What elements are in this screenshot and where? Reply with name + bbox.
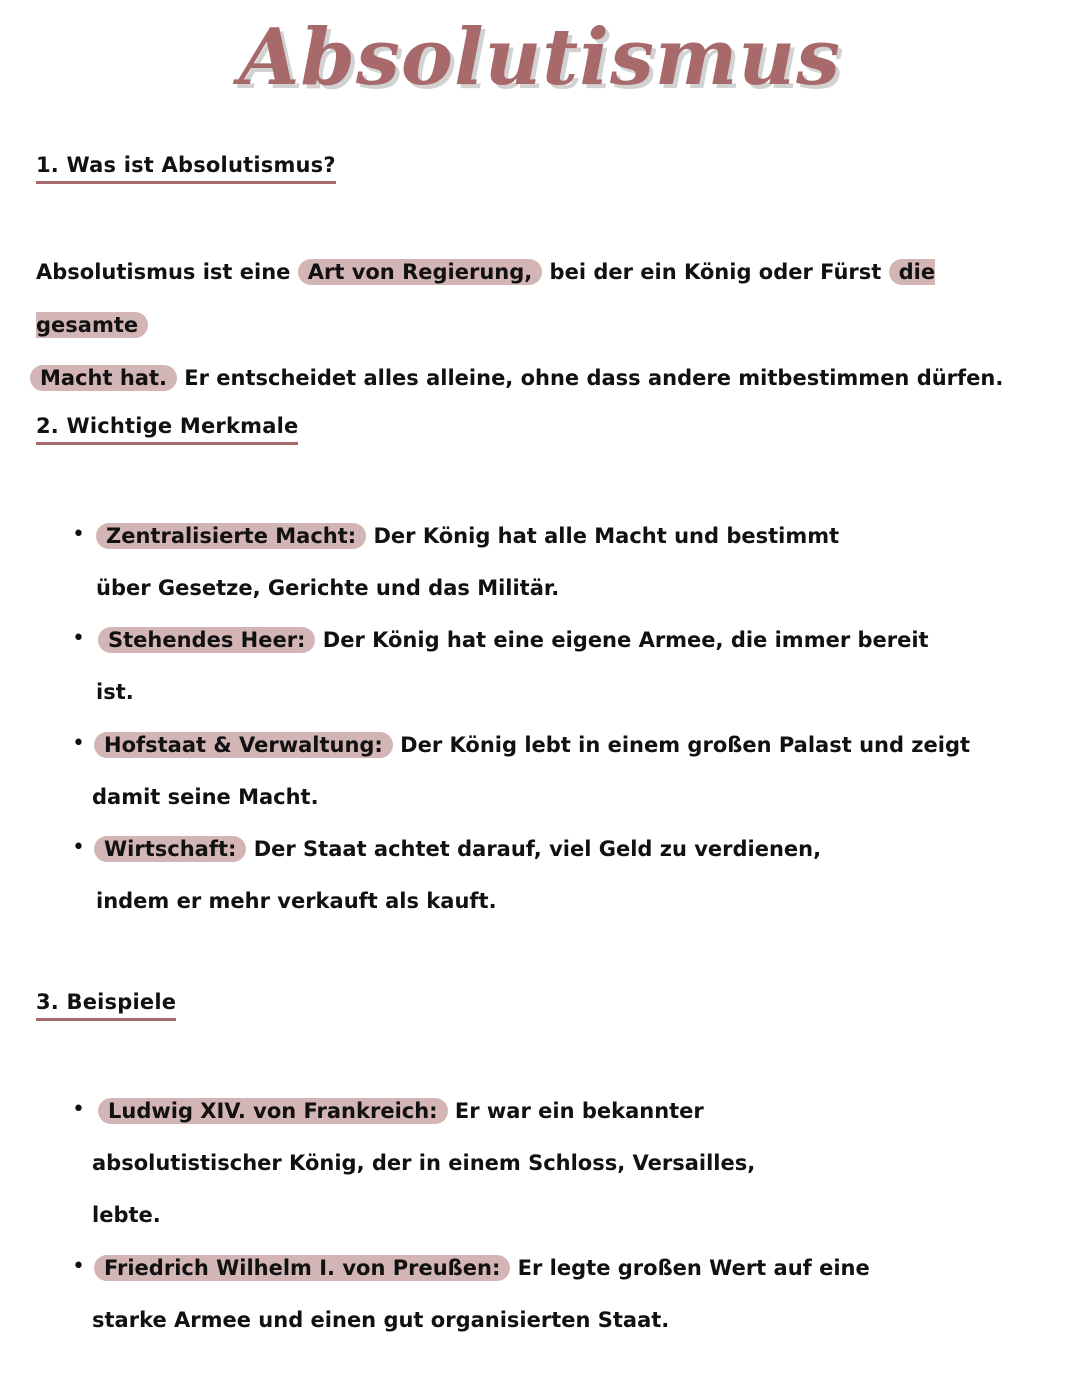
bullet-icon: •	[72, 835, 85, 860]
section-heading-3: 3. Beispiele	[36, 990, 176, 1021]
list-item-text: Der Staat achtet darauf, viel Geld zu verdienen,	[246, 837, 822, 861]
list-item-line-2: absolutistischer König, der in einem Schloss, Versailles,	[92, 1151, 756, 1175]
list-item-line-1	[98, 1085, 704, 1138]
section-heading-1: 1. Was ist Absolutismus?	[36, 153, 336, 184]
bullet-icon: •	[72, 522, 85, 547]
definition-paragraph	[36, 246, 1046, 405]
highlight-term: Wirtschaft:	[94, 836, 246, 862]
list-item-line-2: über Gesetze, Gerichte und das Militär.	[96, 576, 560, 600]
bullet-icon: •	[72, 1254, 85, 1279]
section-heading-2: 2. Wichtige Merkmale	[36, 414, 298, 445]
bullet-icon: •	[72, 1097, 85, 1122]
definition-line-2	[30, 352, 1046, 405]
definition-text: Er entscheidet alles alleine, ohne dass andere mitbestimmen dürfen.	[176, 366, 1004, 390]
page-title: Absolutismus	[238, 12, 842, 103]
list-item-line-1	[96, 510, 839, 563]
highlight-term: die gesamte	[36, 260, 936, 337]
definition-text: Absolutismus ist eine	[36, 260, 298, 284]
highlight-term: Ludwig XIV. von Frankreich:	[98, 1098, 448, 1124]
list-item-text: Der König lebt in einem großen Palast und zeigt	[392, 733, 971, 757]
bullet-icon: •	[72, 626, 85, 651]
highlight-term: Zentralisierte Macht:	[96, 523, 366, 549]
definition-line-1	[36, 246, 1046, 352]
highlight-term: Stehendes Heer:	[98, 627, 315, 653]
definition-text: bei der ein König oder Fürst	[542, 260, 889, 284]
bullet-icon: •	[72, 731, 85, 756]
list-item-line-1	[98, 614, 929, 667]
list-item-line-1	[94, 1242, 870, 1295]
list-item-line-2: damit seine Macht.	[92, 785, 319, 809]
list-item-text: Der König hat alle Macht und bestimmt	[366, 524, 840, 548]
highlight-term: Macht hat.	[30, 365, 177, 391]
list-item-line-1	[94, 823, 821, 876]
list-item-line-2: starke Armee und einen gut organisierten Staat.	[92, 1308, 670, 1332]
list-item-text: Der König hat eine eigene Armee, die immer bereit	[315, 628, 929, 652]
list-item-line-2: ist.	[96, 680, 134, 704]
list-item-text: Er war ein bekannter	[447, 1099, 704, 1123]
list-item-text: Er legte großen Wert auf eine	[510, 1256, 870, 1280]
highlight-term: Hofstaat & Verwaltung:	[94, 732, 393, 758]
highlight-term: Art von Regierung,	[298, 259, 543, 285]
highlight-term: Friedrich Wilhelm I. von Preußen:	[94, 1255, 510, 1281]
list-item-line-3: lebte.	[92, 1203, 161, 1227]
list-item-line-1	[94, 719, 970, 772]
list-item-line-2: indem er mehr verkauft als kauft.	[96, 889, 497, 913]
